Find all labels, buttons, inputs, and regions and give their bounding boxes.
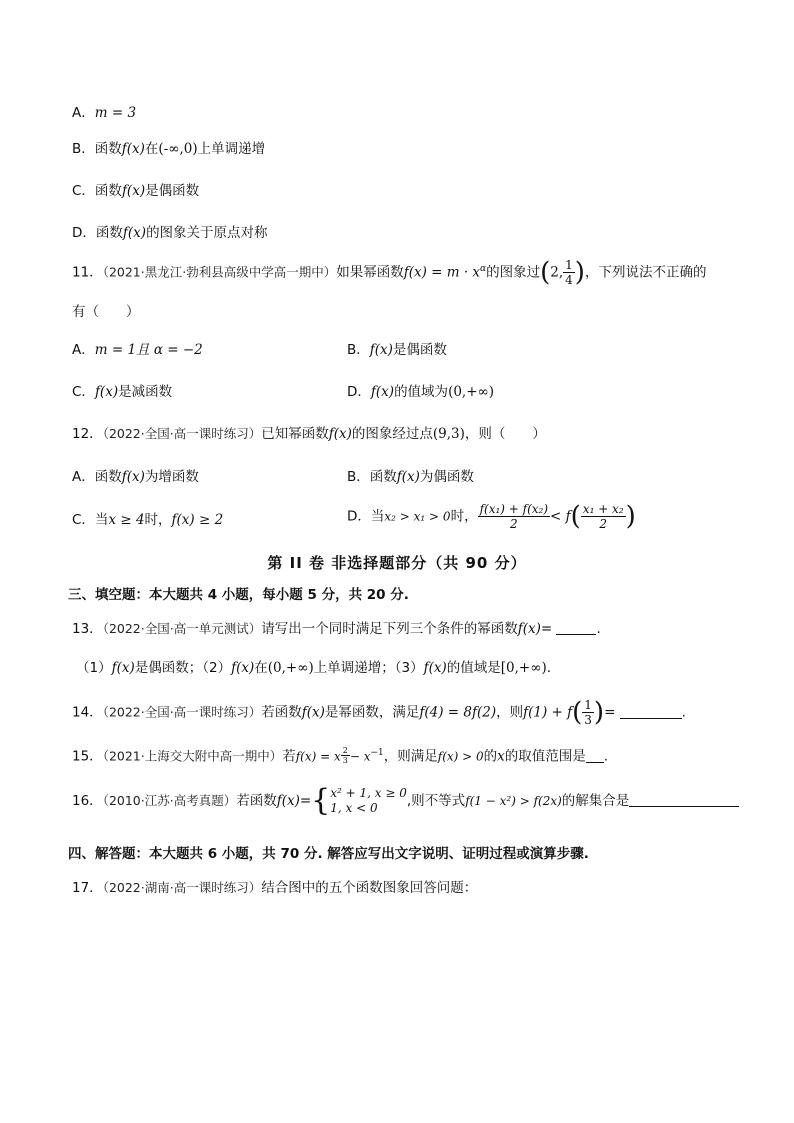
q12-stem: 12．（2022·全国·高一课时练习）已知幂函数f(x)的图象经过点(9,3)，则（ ） bbox=[72, 426, 546, 442]
q13-conditions: （1）f(x)是偶函数；（2）f(x)在(0,+∞)上单调递增；（3）f(x)的值域是[0,+∞). bbox=[76, 660, 552, 676]
q13-stem: 13．（2022·全国·高一单元测试）请写出一个同时满足下列三个条件的幂函数f(x)= . bbox=[72, 621, 601, 637]
q10-option-b: B．函数f(x)在(-∞,0)上单调递增 bbox=[72, 141, 266, 157]
q11-option-a: A．m = 1且 α = −2 bbox=[72, 342, 203, 358]
q11-stem: 11．（2021·黑龙江·勃利县高级中学高一期中）如果幂函数$f(x) = m \cdot x^\alpha$的图象过(2, $\frac{1}{4}$ )，下列说法不正确的 bbox=[72, 257, 707, 288]
q17-stem: 17．（2022·湖南·高一课时练习）结合图中的五个函数图象回答问题： bbox=[72, 880, 478, 896]
part-4-heading: 四、解答题：本大题共 6 小题，共 70 分. 解答应写出文字说明、证明过程或演算步骤. bbox=[68, 846, 589, 862]
q15-exponent: $\frac{2}{3}$ bbox=[342, 745, 348, 765]
q16-stem: 16．（2010·江苏·高考真题）若函数f(x)= { x² + 1, x ≥ 0 1, x < 0 ,则不等式f(1 − x²) > f(2x)的解集合是 bbox=[72, 786, 739, 816]
q11-option-c: C．f(x)是减函数 bbox=[72, 384, 173, 400]
q11-fraction: $\frac{1}{4}$ bbox=[565, 258, 573, 287]
q12-option-a: A．函数f(x)为增函数 bbox=[72, 469, 199, 485]
q10-option-d: D．函数f(x)的图象关于原点对称 bbox=[72, 225, 268, 241]
q15-answer-blank[interactable] bbox=[586, 748, 604, 763]
q11-option-b: B．f(x)是偶函数 bbox=[347, 342, 447, 358]
q12-option-b: B．函数f(x)为偶函数 bbox=[347, 469, 474, 485]
q15-stem: 15．（2021·上海交大附中高一期中）若f(x) = x $\frac{2}{3}$ − $x^{-1}$，则满足f(x) > 0的x的取值范围是 . bbox=[72, 745, 609, 765]
q16-answer-blank[interactable] bbox=[629, 792, 739, 807]
q14-fraction: $\frac{1}{3}$ bbox=[584, 698, 592, 727]
q12-option-c: C．当x ≥ 4时，f(x) ≥ 2 bbox=[72, 512, 224, 528]
q11-stem-line2: 有（ ） bbox=[72, 304, 140, 320]
q10-option-c: C．函数f(x)是偶函数 bbox=[72, 183, 200, 199]
section-2-title: 第 II 卷 非选择题部分（共 90 分） bbox=[267, 554, 527, 572]
q14-stem: 14．（2022·全国·高一课时练习）若函数f(x)是幂函数，满足f(4) = 8f(2)，则f(1) + f( $\frac{1}{3}$ )= . bbox=[72, 697, 686, 728]
q13-answer-blank[interactable] bbox=[556, 620, 596, 635]
part-3-heading: 三、填空题：本大题共 4 小题，每小题 5 分，共 20 分. bbox=[68, 587, 409, 603]
q14-answer-blank[interactable] bbox=[620, 704, 682, 719]
q16-piecewise: { x² + 1, x ≥ 0 1, x < 0 bbox=[311, 783, 407, 818]
q12-option-d: D．当x₂ > x₁ > 0时， $\frac{\text{f(x₁) + f(x₂)}}{2}$ < f( $\frac{\text{x₁ + x₂}}{2}$ ) bbox=[347, 501, 636, 532]
q11-option-d: D．f(x)的值域为(0,+∞) bbox=[347, 384, 495, 400]
q12-d-left-fraction: $\frac{\text{f(x₁) + f(x₂)}}{2}$ bbox=[479, 502, 549, 531]
q12-d-right-fraction: $\frac{\text{x₁ + x₂}}{2}$ bbox=[582, 502, 624, 531]
q10-option-a: A．m = 3 bbox=[72, 105, 137, 121]
